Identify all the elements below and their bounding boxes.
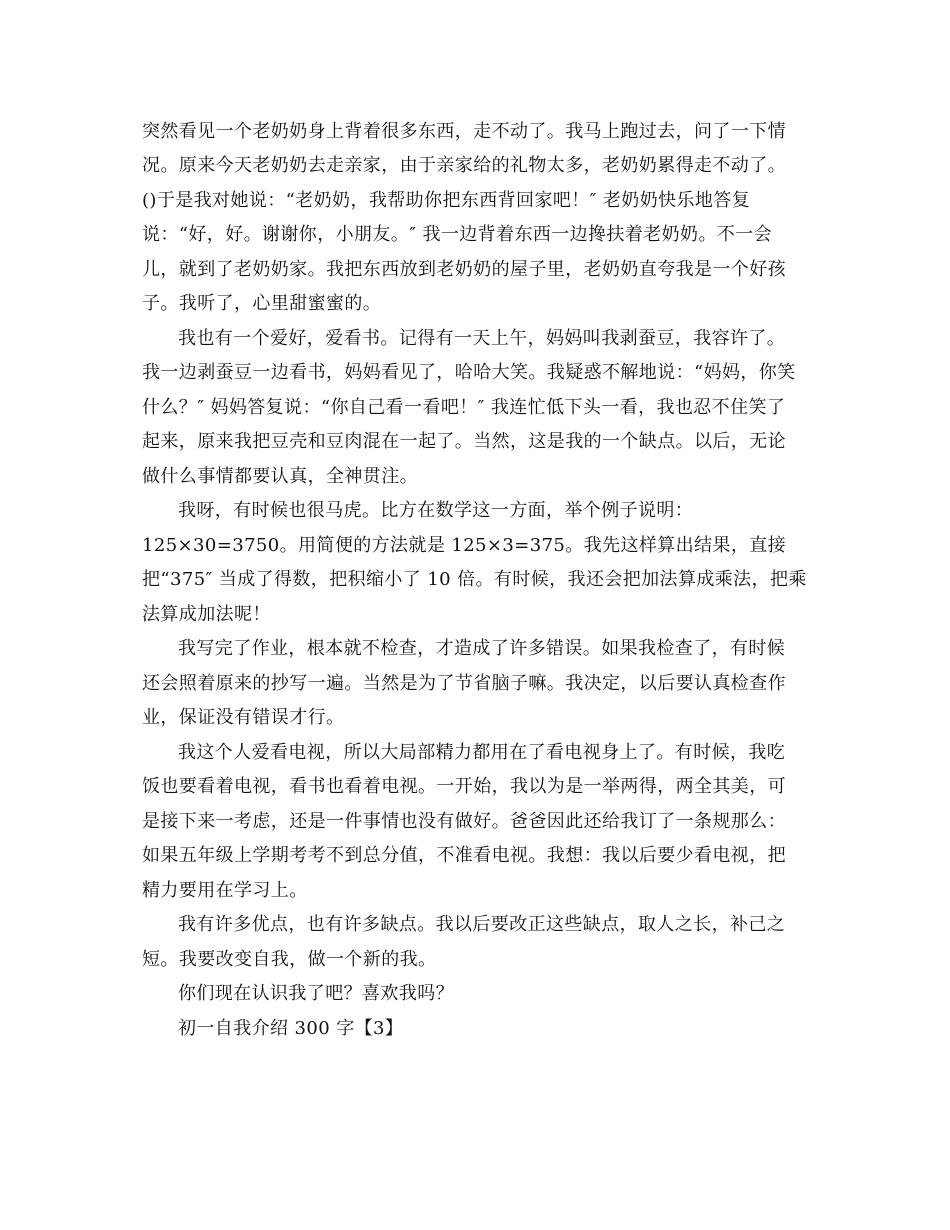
text-line: 短。我要改变自我，做一个新的我。 <box>142 949 437 970</box>
text-line: ()于是我对她说：“老奶奶，我帮助你把东西背回家吧！″ 老奶奶快乐地答复 <box>142 190 751 211</box>
text-line: 况。原来今天老奶奶去走亲家，由于亲家给的礼物太多，老奶奶累得走不动了。 <box>142 155 786 176</box>
text-line: 我写完了作业，根本就不检查，才造成了许多错误。如果我检查了，有时候 <box>178 638 786 659</box>
text-line: 我这个人爱看电视，所以大局部精力都用在了看电视身上了。有时候，我吃 <box>178 742 786 763</box>
text-line: 突然看见一个老奶奶身上背着很多东西，走不动了。我马上跑过去，问了一下情 <box>142 121 786 142</box>
text-line: 我也有一个爱好，爱看书。记得有一天上午，妈妈叫我剥蚕豆，我容许了。 <box>178 328 786 349</box>
text-line: 还会照着原来的抄写一遍。当然是为了节省脑子嘛。我决定，以后要认真检查作 <box>142 673 786 694</box>
text-line: 子。我听了，心里甜蜜蜜的。 <box>142 293 382 314</box>
text-line: 业，保证没有错误才行。 <box>142 707 345 728</box>
text-line: 我呀，有时候也很马虎。比方在数学这一方面，举个例子说明： <box>178 500 694 521</box>
text-line: 125×30=3750。用简便的方法就是 125×3=375。我先这样算出结果，直接 <box>142 535 787 556</box>
text-line: 儿，就到了老奶奶家。我把东西放到老奶奶的屋子里，老奶奶直夸我是一个好孩 <box>142 259 786 280</box>
text-line: 如果五年级上学期考考不到总分值，不准看电视。我想：我以后要少看电视，把 <box>142 845 786 866</box>
text-line: 法算成加法呢！ <box>142 604 271 625</box>
text-line: 精力要用在学习上。 <box>142 880 308 901</box>
text-line: 我一边剥蚕豆一边看书，妈妈看见了，哈哈大笑。我疑惑不解地说：“妈妈，你笑 <box>142 362 796 383</box>
text-line: 说：“好，好。谢谢你，小朋友。″ 我一边背着东西一边搀扶着老奶奶。不一会 <box>142 224 773 245</box>
text-line: 什么？″ 妈妈答复说：“你自己看一看吧！″ 我连忙低下头一看，我也忍不住笑了 <box>142 397 786 418</box>
text-line: 饭也要看着电视，看书也看着电视。一开始，我以为是一举两得，两全其美，可 <box>142 776 786 797</box>
text-line: 我有许多优点，也有许多缺点。我以后要改正这些缺点，取人之长，补己之 <box>178 914 786 935</box>
text-line: 是接下来一考虑，还是一件事情也没有做好。爸爸因此还给我订了一条规那么： <box>142 811 786 832</box>
section-heading: 初一自我介绍 300 字【3】 <box>178 1018 404 1039</box>
text-line: 把“375″ 当成了得数，把积缩小了 10 倍。有时候，我还会把加法算成乘法，把乘 <box>142 569 807 590</box>
text-line: 做什么事情都要认真，全神贯注。 <box>142 466 418 487</box>
text-line: 你们现在认识我了吧？喜欢我吗？ <box>178 983 454 1004</box>
text-line: 起来，原来我把豆壳和豆肉混在一起了。当然，这是我的一个缺点。以后，无论 <box>142 431 786 452</box>
